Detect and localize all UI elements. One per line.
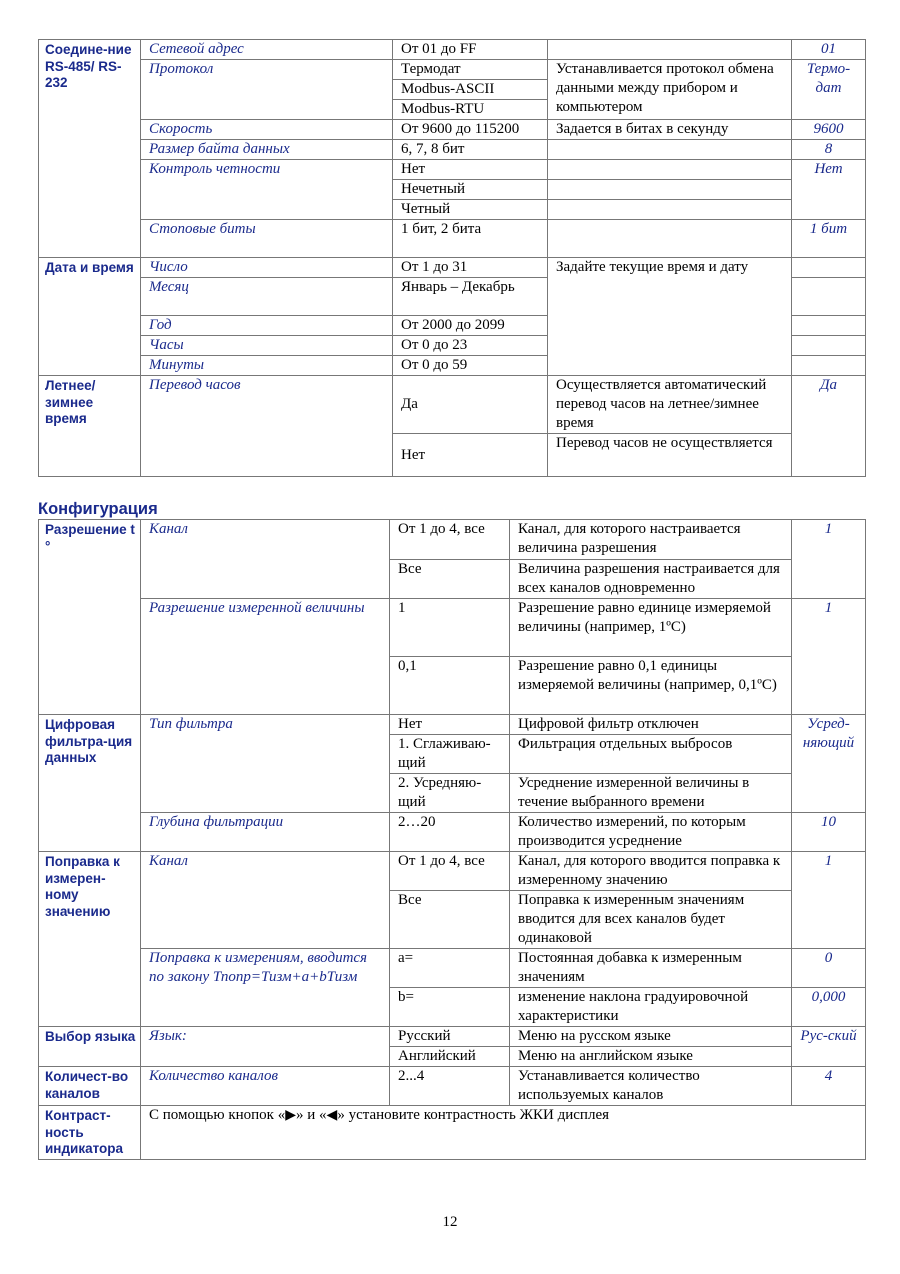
filter-option-1: Нет (390, 715, 510, 735)
default-filter-type: Усред-няющий (792, 715, 866, 813)
desc-language-1: Меню на русском языке (510, 1027, 792, 1047)
section-filter: Цифровая фильтра-ция данных (39, 715, 141, 852)
contrast-text-before: С помощью кнопок « (149, 1107, 286, 1123)
default-channel-count: 4 (792, 1067, 866, 1106)
default-coef-a: 0 (792, 949, 866, 988)
param-resolution: Разрешение измеренной величины (141, 599, 390, 715)
section-correction: Поправка к измерен-ному значению (39, 852, 141, 1027)
default-byte-size: 8 (792, 140, 866, 160)
range-byte-size: 6, 7, 8 бит (393, 140, 548, 160)
label-coef-b: b= (390, 988, 510, 1027)
param-clock-change: Перевод часов (141, 376, 393, 477)
param-byte-size: Размер байта данных (141, 140, 393, 160)
configuration-table (38, 519, 866, 1160)
default-dst: Да (792, 376, 866, 477)
corr-channel-option-1: От 1 до 4, все (390, 852, 510, 891)
desc-corr-channel-2: Поправка к измеренным значениям вводится для всех каналов будет одинаковой (510, 891, 792, 949)
desc-coef-b: изменение наклона градуировочной характеристики (510, 988, 792, 1027)
range-year: От 2000 до 2099 (393, 316, 548, 336)
label-coef-a: a= (390, 949, 510, 988)
filter-option-3: 2. Усредняю-щий (390, 774, 510, 813)
param-minutes: Минуты (141, 356, 393, 376)
param-res-channel: Канал (141, 520, 390, 599)
section-contrast: Контраст-ность индикатора (39, 1106, 141, 1160)
range-hours: От 0 до 23 (393, 336, 548, 356)
default-res-channel: 1 (792, 520, 866, 599)
default-minutes (792, 356, 866, 376)
range-filter-depth: 2…20 (390, 813, 510, 852)
section-connection: Соедине-ние RS-485/ RS-232 (39, 40, 141, 258)
protocol-option-1: Термодат (393, 60, 548, 80)
default-corr-channel: 1 (792, 852, 866, 949)
desc-protocol: Устанавливается протокол обмена данными между прибором и компьютером (548, 60, 792, 120)
default-filter-depth: 10 (792, 813, 866, 852)
resolution-option-1: 1 (390, 599, 510, 657)
param-protocol: Протокол (141, 60, 393, 120)
parity-option-1: Нет (393, 160, 548, 180)
desc-res-channel-2: Величина разрешения настраивается для всех каналов одновременно (510, 560, 792, 599)
res-channel-option-1: От 1 до 4, все (390, 520, 510, 560)
range-channel-count: 2...4 (390, 1067, 510, 1106)
param-speed: Скорость (141, 120, 393, 140)
desc-dst-option-2: Перевод часов не осуществляется (548, 434, 792, 477)
dst-option-1: Да (393, 376, 548, 434)
corr-channel-option-2: Все (390, 891, 510, 949)
default-year (792, 316, 866, 336)
desc-speed: Задается в битах в секунду (548, 120, 792, 140)
language-option-1: Русский (390, 1027, 510, 1047)
res-channel-option-2: Все (390, 560, 510, 599)
desc-date-time: Задайте текущие время и дату (548, 258, 792, 376)
filter-option-2: 1. Сглаживаю-щий (390, 735, 510, 774)
language-option-2: Английский (390, 1047, 510, 1067)
param-parity: Контроль четности (141, 160, 393, 220)
default-hours (792, 336, 866, 356)
param-correction-formula: Поправка к измерениям, вводится по закону Тпопр=Тизм+а+bТизм (141, 949, 390, 1027)
right-triangle-icon: ▶ (285, 1108, 296, 1123)
range-minutes: От 0 до 59 (393, 356, 548, 376)
section-dst: Летнее/ зимнее время (39, 376, 141, 477)
protocol-option-2: Modbus-ASCII (393, 80, 548, 100)
param-stop-bits: Стоповые биты (141, 220, 393, 258)
contrast-text-after: » установите контрастность ЖКИ дисплея (337, 1107, 609, 1123)
default-network-address: 01 (792, 40, 866, 60)
section-date-time: Дата и время (39, 258, 141, 376)
param-year: Год (141, 316, 393, 336)
page-number: 12 (442, 1214, 458, 1230)
range-stop-bits: 1 бит, 2 бита (393, 220, 548, 258)
desc-filter-2: Фильтрация отдельных выбросов (510, 735, 792, 774)
param-month: Месяц (141, 278, 393, 316)
param-filter-depth: Глубина фильтрации (141, 813, 390, 852)
default-day (792, 258, 866, 278)
param-channel-count: Количество каналов (141, 1067, 390, 1106)
parity-option-3: Четный (393, 200, 548, 220)
desc-language-2: Меню на английском языке (510, 1047, 792, 1067)
dst-option-2: Нет (393, 434, 548, 477)
param-hours: Часы (141, 336, 393, 356)
desc-stop-bits (548, 220, 792, 258)
desc-filter-depth: Количество измерений, по которым производится усреднение (510, 813, 792, 852)
range-day: От 1 до 31 (393, 258, 548, 278)
section-resolution: Разрешение t ° (39, 520, 141, 715)
desc-resolution-2: Разрешение равно 0,1 единицы измеряемой величины (например, 0,1ºС) (510, 657, 792, 715)
desc-dst-option-1: Осуществляется автоматический перевод часов на летнее/зимнее время (548, 376, 792, 434)
desc-corr-channel-1: Канал, для которого вводится поправка к измеренному значению (510, 852, 792, 891)
param-filter-type: Тип фильтра (141, 715, 390, 813)
desc-byte-size (548, 140, 792, 160)
default-parity: Нет (792, 160, 866, 220)
desc-coef-a: Постоянная добавка к измеренным значениям (510, 949, 792, 988)
default-speed: 9600 (792, 120, 866, 140)
contrast-text-mid: » и « (296, 1107, 327, 1123)
param-corr-channel: Канал (141, 852, 390, 949)
connection-table (38, 39, 866, 477)
desc-parity-2 (548, 180, 792, 200)
default-coef-b: 0,000 (792, 988, 866, 1027)
default-resolution: 1 (792, 599, 866, 715)
resolution-option-2: 0,1 (390, 657, 510, 715)
desc-channel-count: Устанавливается количество используемых каналов (510, 1067, 792, 1106)
parity-option-2: Нечетный (393, 180, 548, 200)
contrast-instruction (141, 1106, 866, 1160)
param-day: Число (141, 258, 393, 278)
default-protocol: Термо-дат (792, 60, 866, 120)
param-language: Язык: (141, 1027, 390, 1067)
desc-parity-1 (548, 160, 792, 180)
range-speed: От 9600 до 115200 (393, 120, 548, 140)
range-network-address: От 01 до FF (393, 40, 548, 60)
desc-filter-3: Усреднение измеренной величины в течение выбранного времени (510, 774, 792, 813)
left-triangle-icon: ◀ (326, 1108, 338, 1123)
desc-res-channel-1: Канал, для которого настраивается величина разрешения (510, 520, 792, 560)
section-channel-count: Количест-во каналов (39, 1067, 141, 1106)
desc-parity-3 (548, 200, 792, 220)
desc-network-address (548, 40, 792, 60)
configuration-heading: Конфигурация (38, 500, 158, 518)
default-stop-bits: 1 бит (792, 220, 866, 258)
default-month (792, 278, 866, 316)
desc-resolution-1: Разрешение равно единице измеряемой величины (например, 1ºС) (510, 599, 792, 657)
param-network-address: Сетевой адрес (141, 40, 393, 60)
protocol-option-3: Modbus-RTU (393, 100, 548, 120)
section-language: Выбор языка (39, 1027, 141, 1067)
default-language: Рус-ский (792, 1027, 866, 1067)
range-month: Январь – Декабрь (393, 278, 548, 316)
desc-filter-1: Цифровой фильтр отключен (510, 715, 792, 735)
